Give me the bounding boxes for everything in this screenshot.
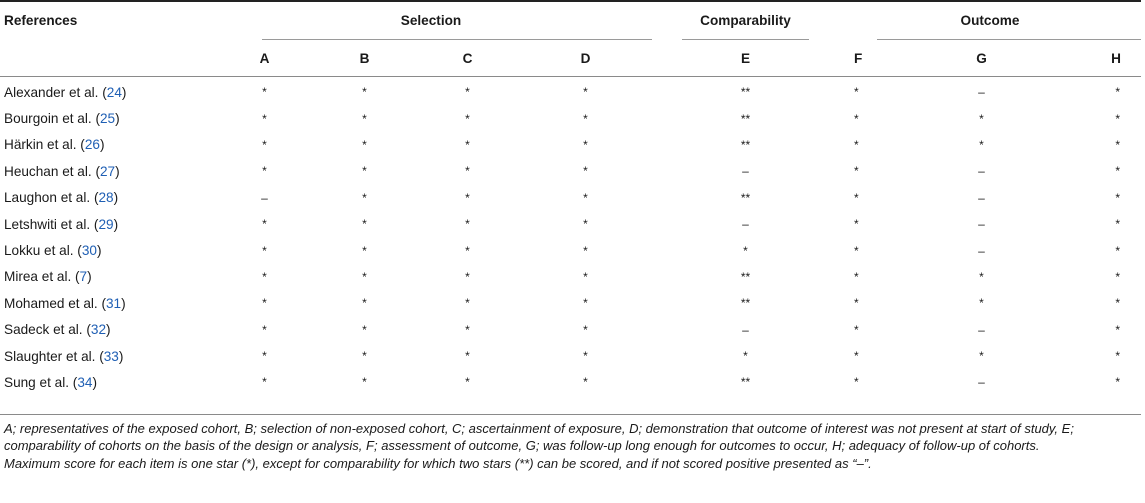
score-cell-e: – bbox=[742, 164, 749, 179]
citation-link[interactable]: 32 bbox=[90, 322, 107, 338]
reference-name: Mirea et al. ( bbox=[4, 269, 80, 285]
header-blank bbox=[0, 40, 210, 77]
table-row bbox=[0, 369, 1141, 395]
score-cell-c: * bbox=[465, 322, 470, 337]
score-cell-a: * bbox=[262, 111, 267, 126]
score-cell-f: * bbox=[854, 322, 859, 337]
column-header-b: B bbox=[359, 50, 370, 66]
score-cell-d: * bbox=[583, 375, 588, 390]
score-cell-h: * bbox=[1115, 349, 1120, 364]
score-cell-a: * bbox=[262, 243, 267, 258]
score-cell-d: * bbox=[583, 111, 588, 126]
selection-group-header bbox=[210, 0, 652, 40]
score-cell-d: * bbox=[583, 164, 588, 179]
reference-name: Bourgoin et al. ( bbox=[4, 111, 100, 127]
score-cell-f: * bbox=[854, 217, 859, 232]
reference-name: Alexander et al. ( bbox=[4, 84, 107, 100]
score-cell-g: – bbox=[978, 217, 985, 232]
score-cell-e: * bbox=[743, 243, 748, 258]
score-cell-h: * bbox=[1115, 375, 1120, 390]
reference-name: Sadeck et al. ( bbox=[4, 322, 91, 338]
score-cell-f: * bbox=[854, 243, 859, 258]
citation-link[interactable]: 30 bbox=[81, 243, 97, 259]
reference-name: Heuchan et al. ( bbox=[4, 163, 100, 179]
score-cell-d: * bbox=[583, 269, 588, 284]
reference-close-paren: ) bbox=[99, 137, 105, 153]
bottom-rule bbox=[0, 414, 1141, 415]
citation-link[interactable]: 34 bbox=[77, 374, 93, 390]
score-cell-b: * bbox=[362, 375, 367, 390]
reference-name: Laughon et al. ( bbox=[4, 190, 99, 206]
table-row bbox=[0, 185, 1141, 211]
score-cell-d: * bbox=[583, 217, 588, 232]
table-row bbox=[0, 158, 1141, 184]
outcome-underline bbox=[877, 39, 1141, 40]
citation-link[interactable]: 7 bbox=[79, 269, 88, 285]
reference-name: Mohamed et al. ( bbox=[4, 295, 106, 311]
header-row-columns bbox=[0, 40, 1141, 77]
score-cell-f: * bbox=[854, 85, 859, 100]
score-cell-c: * bbox=[465, 349, 470, 364]
score-cell-e: ** bbox=[740, 85, 751, 100]
score-cell-g: – bbox=[978, 164, 985, 179]
score-cell-d: * bbox=[583, 322, 588, 337]
score-cell-h: * bbox=[1115, 137, 1120, 152]
score-cell-h: * bbox=[1115, 217, 1120, 232]
reference-cell bbox=[0, 132, 210, 158]
score-cell-c: * bbox=[465, 375, 470, 390]
score-cell-e: ** bbox=[740, 296, 751, 311]
column-header-c: C bbox=[462, 50, 473, 66]
score-cell-g: – bbox=[978, 243, 985, 258]
table-row bbox=[0, 211, 1141, 237]
citation-link[interactable]: 28 bbox=[98, 190, 114, 206]
score-cell-c: * bbox=[465, 217, 470, 232]
reference-cell bbox=[0, 264, 210, 290]
reference-close-paren: ) bbox=[115, 163, 120, 179]
score-cell-a: * bbox=[262, 164, 267, 179]
reference-name: Letshwiti et al. ( bbox=[4, 216, 99, 232]
column-header-d: D bbox=[580, 50, 591, 66]
score-cell-b: * bbox=[362, 190, 367, 205]
comparability-underline bbox=[682, 39, 809, 40]
score-cell-c: * bbox=[465, 296, 470, 311]
score-cell-h: * bbox=[1115, 322, 1120, 337]
reference-cell bbox=[0, 290, 210, 316]
score-cell-f: * bbox=[854, 111, 859, 126]
score-cell-g: * bbox=[979, 111, 984, 126]
selection-underline bbox=[262, 39, 652, 40]
references-header: References bbox=[4, 12, 78, 28]
score-cell-h: * bbox=[1115, 111, 1120, 126]
score-cell-b: * bbox=[362, 296, 367, 311]
score-cell-b: * bbox=[362, 349, 367, 364]
reference-name: Sung et al. ( bbox=[4, 374, 78, 390]
reference-cell bbox=[0, 158, 210, 184]
reference-cell bbox=[0, 369, 210, 395]
score-cell-g: * bbox=[979, 296, 984, 311]
score-cell-d: * bbox=[583, 243, 588, 258]
citation-link[interactable]: 29 bbox=[98, 216, 114, 232]
score-cell-d: * bbox=[583, 349, 588, 364]
reference-cell bbox=[0, 185, 210, 211]
score-cell-a: * bbox=[262, 217, 267, 232]
score-cell-a: * bbox=[262, 296, 267, 311]
reference-name: Härkin et al. ( bbox=[4, 137, 85, 153]
reference-close-paren: ) bbox=[121, 84, 127, 100]
score-cell-b: * bbox=[362, 269, 367, 284]
score-cell-e: ** bbox=[740, 137, 751, 152]
reference-close-paren: ) bbox=[96, 243, 102, 259]
score-cell-g: * bbox=[979, 349, 984, 364]
table-row bbox=[0, 290, 1141, 316]
selection-label: Selection bbox=[400, 12, 462, 28]
citation-link[interactable]: 25 bbox=[99, 111, 116, 127]
comparability-label: Comparability bbox=[700, 12, 791, 28]
table-body bbox=[0, 77, 1141, 396]
reference-close-paren: ) bbox=[118, 348, 124, 364]
score-cell-c: * bbox=[465, 111, 470, 126]
score-cell-b: * bbox=[362, 322, 367, 337]
outcome-label: Outcome bbox=[960, 12, 1020, 28]
score-cell-f: * bbox=[854, 190, 859, 205]
reference-cell bbox=[0, 317, 210, 343]
score-cell-e: – bbox=[742, 217, 749, 232]
citation-link[interactable]: 24 bbox=[106, 84, 122, 100]
score-cell-a: * bbox=[262, 85, 267, 100]
footnote-scoring: Maximum score for each item is one star (*), except for comparability for which two stars (**) can be scored, and if not scored positive presented as “–”. bbox=[4, 456, 872, 471]
score-cell-a: * bbox=[262, 322, 267, 337]
table-row bbox=[0, 264, 1141, 290]
score-cell-h: * bbox=[1115, 296, 1120, 311]
reference-close-paren: ) bbox=[115, 111, 120, 127]
score-cell-f: * bbox=[854, 269, 859, 284]
score-cell-d: * bbox=[583, 137, 588, 152]
score-cell-f: * bbox=[854, 375, 859, 390]
score-cell-a: * bbox=[262, 375, 267, 390]
score-cell-g: – bbox=[978, 322, 985, 337]
score-cell-a: * bbox=[262, 349, 267, 364]
reference-cell bbox=[0, 77, 210, 106]
column-header-a: A bbox=[259, 50, 270, 66]
score-cell-c: * bbox=[465, 137, 470, 152]
citation-link[interactable]: 27 bbox=[99, 163, 116, 179]
comparability-group-header bbox=[652, 0, 839, 40]
score-cell-b: * bbox=[362, 137, 367, 152]
score-cell-e: ** bbox=[740, 375, 751, 390]
score-cell-g: – bbox=[978, 375, 985, 390]
score-cell-e: – bbox=[742, 322, 749, 337]
score-cell-f: * bbox=[854, 349, 859, 364]
score-cell-h: * bbox=[1115, 85, 1120, 100]
score-cell-e: ** bbox=[740, 190, 751, 205]
score-cell-d: * bbox=[583, 85, 588, 100]
score-cell-h: * bbox=[1115, 269, 1120, 284]
score-cell-c: * bbox=[465, 190, 470, 205]
reference-name: Slaughter et al. ( bbox=[4, 348, 104, 364]
score-cell-e: * bbox=[743, 349, 748, 364]
reference-close-paren: ) bbox=[121, 295, 126, 311]
score-cell-b: * bbox=[362, 111, 367, 126]
score-cell-g: * bbox=[979, 137, 984, 152]
reference-close-paren: ) bbox=[92, 374, 97, 390]
score-cell-h: * bbox=[1115, 243, 1120, 258]
reference-cell bbox=[0, 211, 210, 237]
column-header-f: F bbox=[854, 50, 863, 66]
score-cell-b: * bbox=[362, 217, 367, 232]
score-cell-b: * bbox=[362, 243, 367, 258]
reference-close-paren: ) bbox=[87, 269, 92, 285]
score-cell-a: * bbox=[262, 269, 267, 284]
outcome-group-header bbox=[839, 0, 1141, 40]
score-cell-g: – bbox=[978, 190, 985, 205]
reference-cell bbox=[0, 237, 210, 263]
score-cell-f: * bbox=[854, 164, 859, 179]
table-row bbox=[0, 237, 1141, 263]
score-cell-g: – bbox=[978, 85, 985, 100]
score-cell-d: * bbox=[583, 296, 588, 311]
score-cell-c: * bbox=[465, 243, 470, 258]
table-row bbox=[0, 77, 1141, 106]
score-cell-a: * bbox=[262, 137, 267, 152]
table-row bbox=[0, 317, 1141, 343]
score-cell-f: * bbox=[854, 296, 859, 311]
reference-close-paren: ) bbox=[113, 216, 119, 232]
score-cell-a: – bbox=[261, 190, 268, 205]
table-row bbox=[0, 343, 1141, 369]
reference-close-paren: ) bbox=[113, 190, 119, 206]
score-cell-d: * bbox=[583, 190, 588, 205]
score-cell-c: * bbox=[465, 269, 470, 284]
score-cell-b: * bbox=[362, 164, 367, 179]
table-row bbox=[0, 132, 1141, 158]
reference-close-paren: ) bbox=[106, 322, 111, 338]
reference-cell bbox=[0, 343, 210, 369]
score-cell-g: * bbox=[979, 269, 984, 284]
citation-link[interactable]: 33 bbox=[103, 348, 119, 364]
score-cell-h: * bbox=[1115, 164, 1120, 179]
score-cell-f: * bbox=[854, 137, 859, 152]
footnote-abbreviations: A; representatives of the exposed cohort, B; selection of non-exposed cohort, C; ascertainment of exposure, D; demonstration that outcome of interest was not present at start of study, E; comparability of cohorts on the basis of the design or analysis, F; assessment of outcome, G; was follow-up long enough for outcomes to occur, H; adequacy of follow-up of cohorts. bbox=[4, 421, 1074, 453]
score-cell-c: * bbox=[465, 164, 470, 179]
table-row bbox=[0, 105, 1141, 131]
score-cell-c: * bbox=[465, 85, 470, 100]
citation-link[interactable]: 31 bbox=[106, 295, 122, 311]
score-cell-e: ** bbox=[740, 111, 751, 126]
table-footnotes bbox=[4, 421, 1140, 473]
citation-link[interactable]: 26 bbox=[84, 137, 100, 153]
column-header-h: H bbox=[1111, 50, 1121, 66]
score-cell-b: * bbox=[362, 85, 367, 100]
score-cell-e: ** bbox=[740, 269, 751, 284]
header-row-groups bbox=[0, 0, 1141, 40]
reference-name: Lokku et al. ( bbox=[4, 243, 82, 259]
score-cell-h: * bbox=[1115, 190, 1120, 205]
column-header-g: G bbox=[976, 50, 987, 66]
column-header-e: E bbox=[740, 50, 751, 66]
reference-cell bbox=[0, 105, 210, 131]
